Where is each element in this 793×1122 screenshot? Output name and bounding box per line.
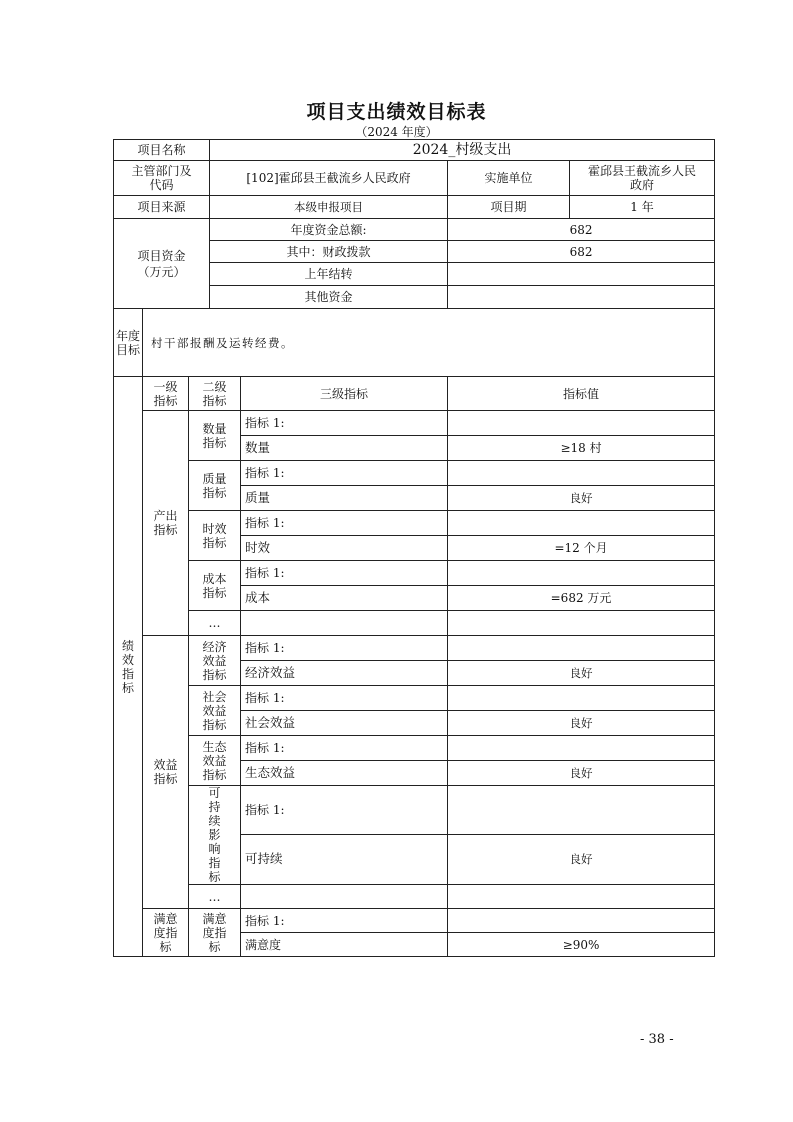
- header-level3: 三级指标: [241, 377, 448, 411]
- dept-value: [102]霍邱县王截流乡人民政府: [210, 161, 448, 196]
- funds-other-value: [448, 286, 715, 309]
- quantity-index: 指标 1:: [241, 411, 448, 436]
- dept-label: 主管部门及代码: [114, 161, 210, 196]
- social-label: 社会效益指标: [189, 686, 241, 736]
- satisfaction-value: ≥90%: [448, 933, 715, 957]
- funds-total-label: 年度资金总额:: [210, 219, 448, 241]
- economic-index: 指标 1:: [241, 636, 448, 661]
- header-level1: 一级指标: [143, 377, 189, 411]
- cost-value: =682 万元: [448, 586, 715, 611]
- header-value: 指标值: [448, 377, 715, 411]
- sustain-index: 指标 1:: [241, 786, 448, 835]
- economic-name: 经济效益: [241, 661, 448, 686]
- header-level2: 二级指标: [189, 377, 241, 411]
- timeliness-name: 时效: [241, 536, 448, 561]
- benefit-ellipsis: …: [189, 885, 241, 909]
- cost-index: 指标 1:: [241, 561, 448, 586]
- social-index: 指标 1:: [241, 686, 448, 711]
- cost-label: 成本指标: [189, 561, 241, 611]
- impl-unit-label: 实施单位: [448, 161, 570, 195]
- quality-value: 良好: [448, 486, 715, 511]
- quality-name: 质量: [241, 486, 448, 511]
- period-label: 项目期: [448, 196, 570, 218]
- page-number: - 38 -: [640, 1032, 674, 1047]
- quality-index: 指标 1:: [241, 461, 448, 486]
- satisfaction-name: 满意度: [241, 933, 448, 957]
- economic-value: 良好: [448, 661, 715, 686]
- quantity-name: 数量: [241, 436, 448, 461]
- impl-unit-value: 霍邱县王截流乡人民政府: [588, 164, 697, 192]
- output-ellipsis: …: [189, 611, 241, 636]
- satisfaction-level2-label: 满意度指标: [189, 909, 241, 957]
- performance-target-table: [113, 139, 715, 957]
- eco-name: 生态效益: [241, 761, 448, 786]
- source-label: 项目来源: [114, 196, 210, 219]
- satisfaction-level1-label: 满意度指标: [143, 909, 189, 957]
- funds-fiscal-value: 682: [448, 241, 715, 263]
- social-name: 社会效益: [241, 711, 448, 736]
- cost-name: 成本: [241, 586, 448, 611]
- quality-label: 质量指标: [189, 461, 241, 511]
- timeliness-value: =12 个月: [448, 536, 715, 561]
- quantity-value: ≥18 村: [448, 436, 715, 461]
- sustain-label: 可持续影响指标: [189, 786, 241, 885]
- funds-total-value: 682: [448, 219, 715, 241]
- output-label: 产出指标: [143, 411, 189, 636]
- funds-carryover-value: [448, 263, 715, 286]
- page-subtitle: （2024 年度）: [355, 125, 438, 139]
- source-value: 本级申报项目: [210, 196, 448, 219]
- economic-label: 经济效益指标: [189, 636, 241, 686]
- performance-label: 绩效指标: [114, 377, 143, 957]
- page-title: 项目支出绩效目标表: [306, 101, 487, 123]
- annual-goal-label: 年度目标: [114, 309, 143, 377]
- satisfaction-index: 指标 1:: [241, 909, 448, 933]
- sustain-name: 可持续: [241, 834, 448, 884]
- project-name-value: 2024_村级支出: [210, 140, 715, 161]
- eco-value: 良好: [448, 761, 715, 786]
- funds-carryover-label: 上年结转: [210, 263, 448, 286]
- period-value: 1 年: [630, 200, 654, 214]
- social-value: 良好: [448, 711, 715, 736]
- timeliness-label: 时效指标: [189, 511, 241, 561]
- project-name-label: 项目名称: [114, 140, 210, 161]
- benefit-label: 效益指标: [143, 636, 189, 909]
- funds-label: 项目资金（万元）: [114, 219, 210, 309]
- funds-other-label: 其他资金: [210, 286, 448, 309]
- eco-index: 指标 1:: [241, 736, 448, 761]
- funds-fiscal-label: 其中：财政拨款: [210, 241, 448, 263]
- quantity-label: 数量指标: [189, 411, 241, 461]
- timeliness-index: 指标 1:: [241, 511, 448, 536]
- annual-goal-text: 村干部报酬及运转经费。: [143, 309, 715, 377]
- sustain-value: 良好: [448, 834, 715, 884]
- eco-label: 生态效益指标: [189, 736, 241, 786]
